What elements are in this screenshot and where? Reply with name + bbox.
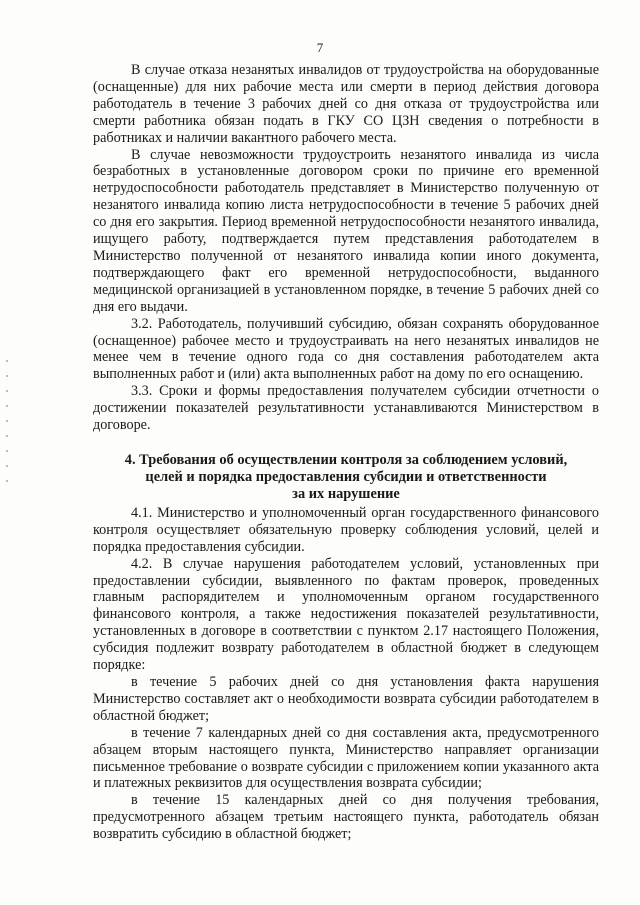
paragraph: в течение 15 календарных дней со дня получения требования, предусмотренного абзацем третьим настоящего пункта, работодатель обязан возвратить субсидию в областной бюджет; bbox=[93, 792, 599, 843]
paragraph: 4.1. Министерство и уполномоченный орган государственного финансового контроля осуществляет обязательную проверку соблюдения условий, целей и порядка предоставления субсидии. bbox=[93, 504, 599, 555]
paragraph: в течение 7 календарных дней со дня составления акта, предусмотренного абзацем вторым настоящего пункта, Министерство направляет организации письменное требование о возврате субсидии с приложением копии указанного акта и платежных реквизитов для осуществления возврата субсидии; bbox=[93, 724, 599, 792]
paragraph: в течение 5 рабочих дней со дня установления факта нарушения Министерство составляет акт о необходимости возврата субсидии работодателем в областной бюджет; bbox=[93, 674, 599, 724]
paragraph: 3.3. Сроки и формы предоставления получателем субсидии отчетности о достижении показателей результативности устанавливаются Министерством в договоре. bbox=[93, 383, 599, 434]
paragraph: В случае отказа незанятых инвалидов от трудоустройства на оборудованные (оснащенные) для них рабочие места или смерти в период действия договора работодатель в течение 3 рабочих дней со дня отказа от трудоустройства или смерти работника обязан подать в ГКУ СО ЦЗН сведения о потребности в работниках и наличии вакантного рабочего места. bbox=[93, 62, 599, 146]
section-heading-line: 4. Требования об осуществлении контроля за соблюдением условий, bbox=[124, 451, 568, 468]
section-heading-line: целей и порядка предоставления субсидии и ответственности bbox=[145, 468, 547, 485]
paragraph: 4.2. В случае нарушения работодателем условий, установленных при предоставлении субсидии, выявленного по фактам проверок, проведенных главным распорядителем и уполномоченным органом государственного финансового контроля, а также недостижения показателей результативности, установленных в договоре в соответствии с пунктом 2.17 настоящего Положения, субсидия подлежит возврату работодателем в областной бюджет в следующем порядке: bbox=[93, 555, 599, 674]
section-heading-line: за их нарушение bbox=[292, 485, 400, 502]
paragraph: 3.2. Работодатель, получивший субсидию, обязан сохранять оборудованное (оснащенное) рабочее место и трудоустраивать на него незанятых инвалидов не менее чем в течение одного года со дня составления работодателем акта выполненных работ и (или) акта выполненных работ на дому по его оснащению. bbox=[93, 315, 599, 383]
page-number: 7 bbox=[316, 40, 324, 55]
scan-margin-marks bbox=[6, 360, 12, 500]
paragraph: В случае невозможности трудоустроить незанятого инвалида из числа безработных в установленные договором сроки по причине его временной нетрудоспособности работодатель представляет в Министерство полученную от незанятого инвалида копию листа нетрудоспособности в течение 5 рабочих дней со дня его закрытия. Период временной нетрудоспособности незанятого инвалида, ищущего работу, подтверждается путем представления работодателем в Министерство полученной от незанятого инвалида копии иного документа, подтверждающего факт его временной нетрудоспособности, выданного медицинской организацией в установленном порядке, в течение 5 рабочих дней со дня его выдачи. bbox=[93, 146, 599, 315]
section-heading bbox=[93, 452, 599, 503]
document-body bbox=[93, 62, 599, 843]
